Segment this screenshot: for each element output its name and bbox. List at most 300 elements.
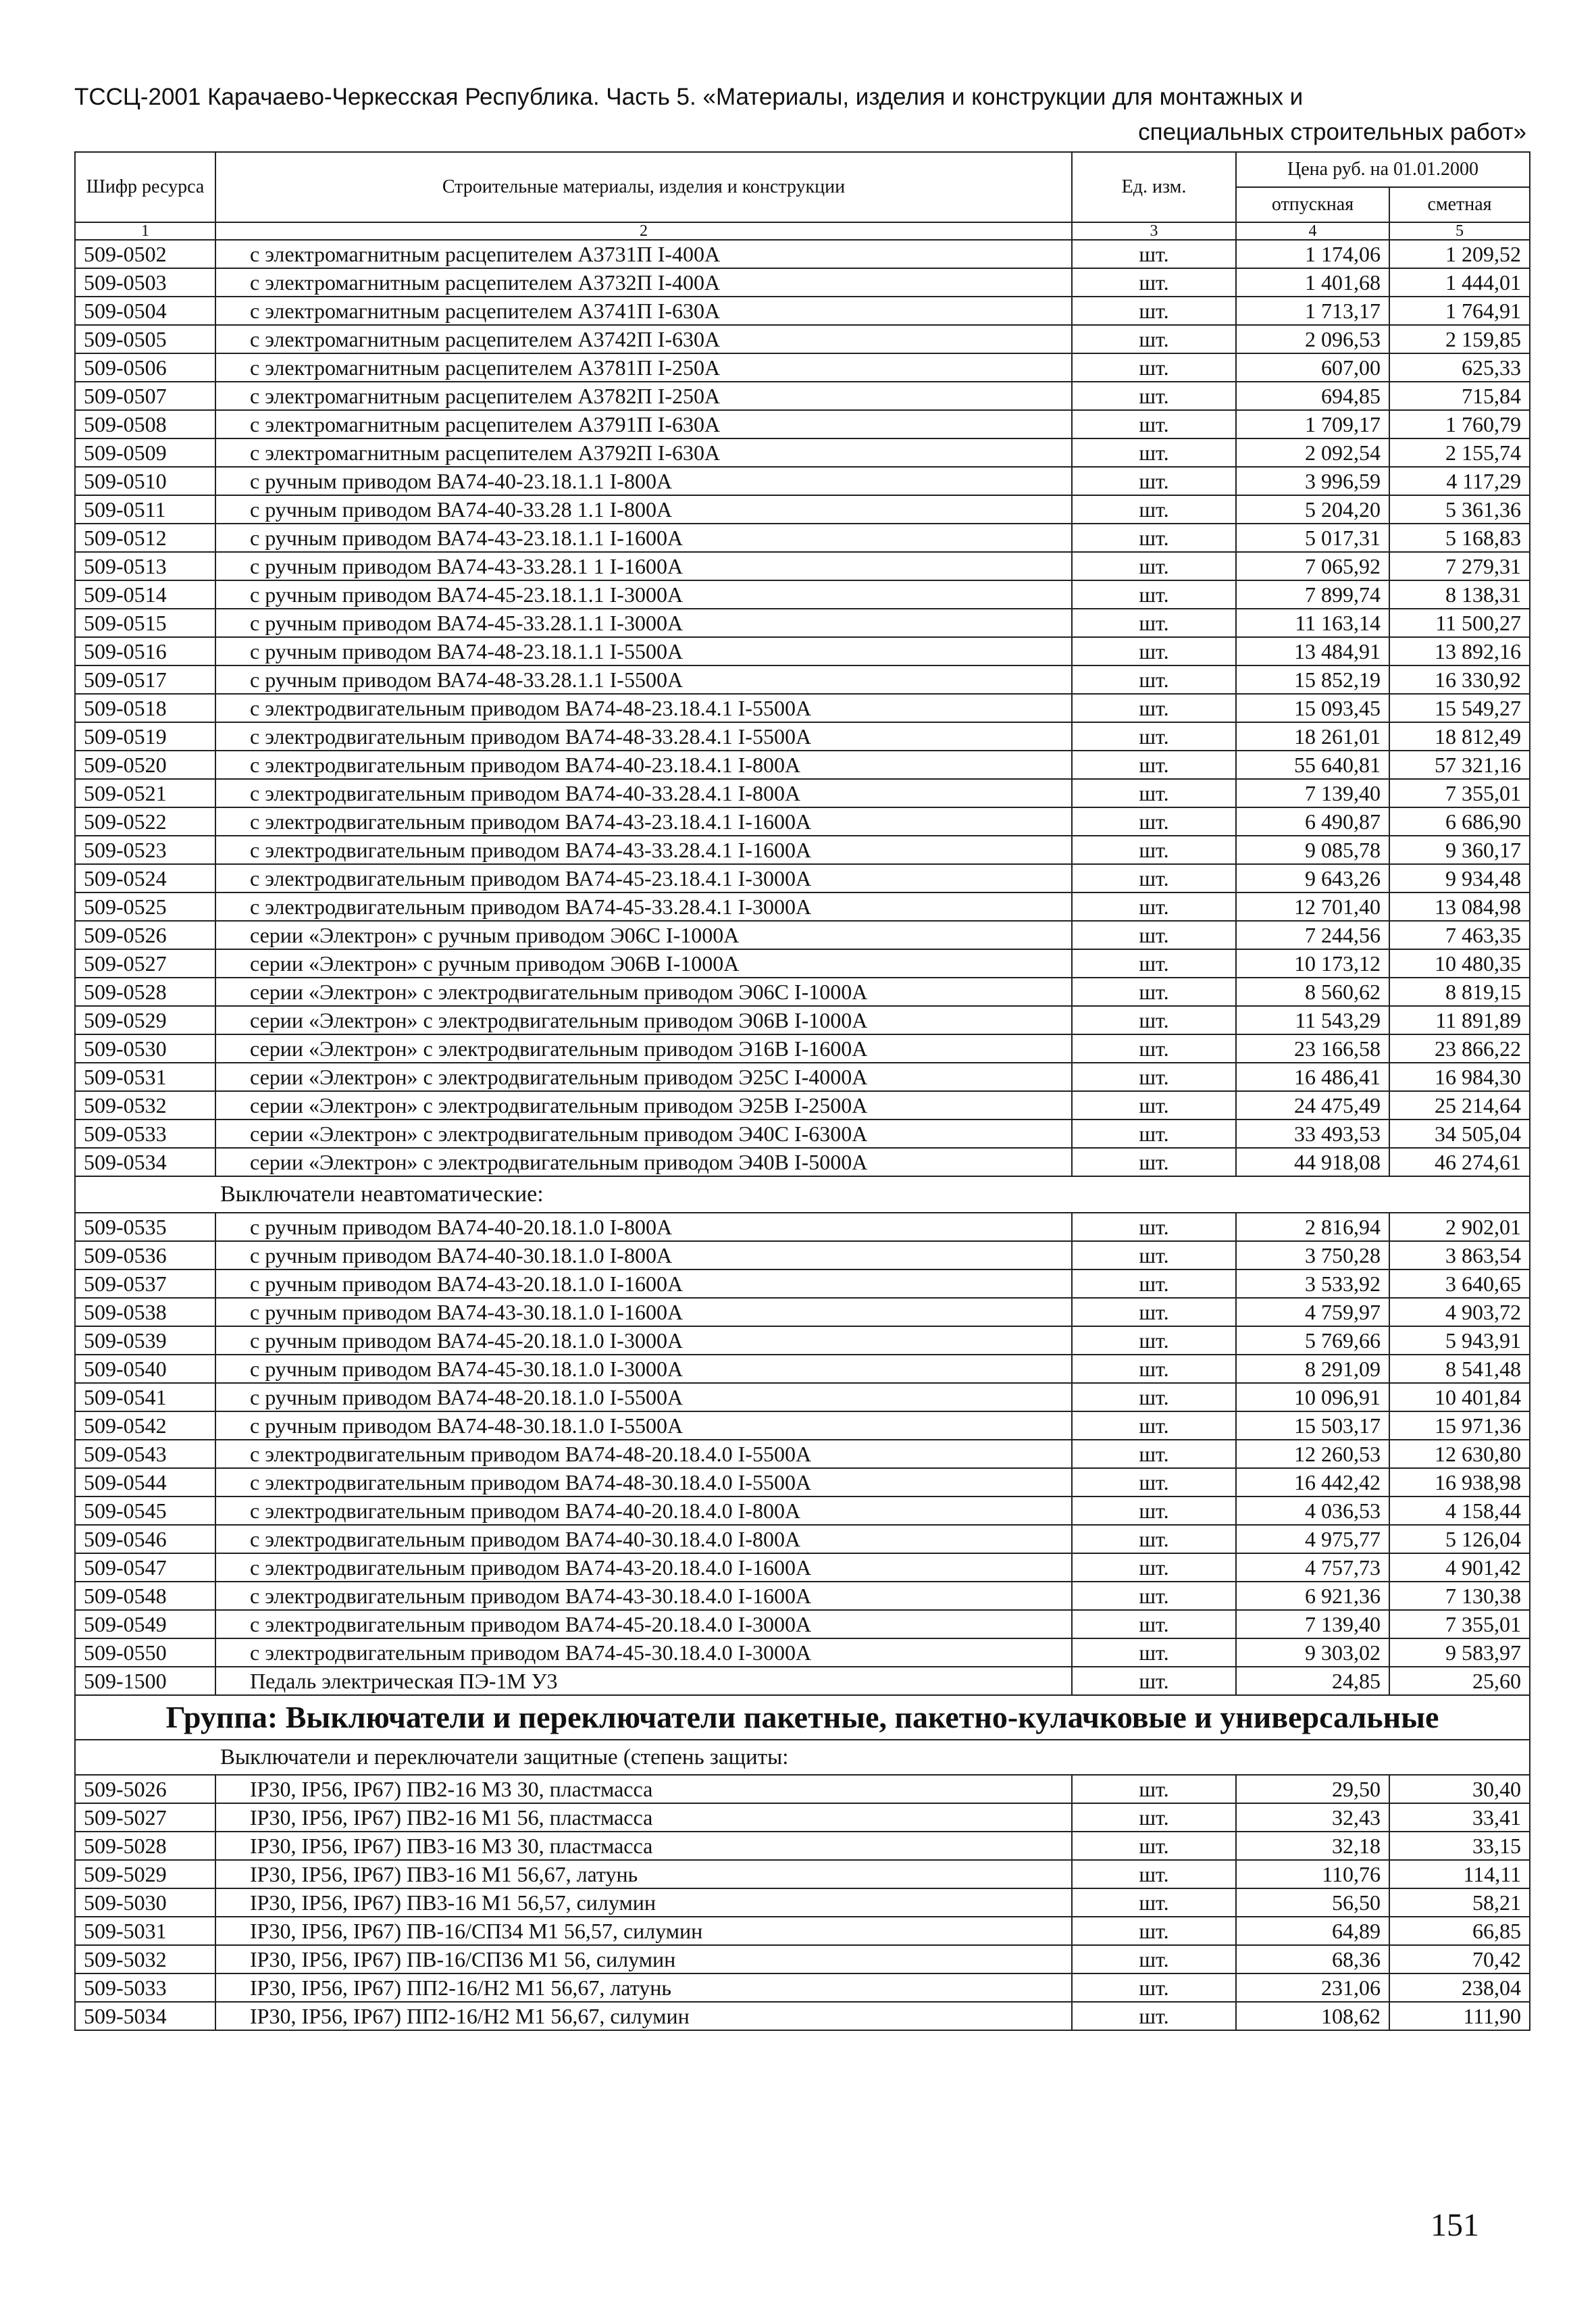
table-section-c [75, 1775, 1530, 2030]
cell-code: 509-0504 [75, 297, 215, 325]
cell-name: серии «Электрон» с электродвигательным приводом Э06В I-1000А [215, 1006, 1072, 1034]
cell-unit: шт. [1072, 580, 1236, 609]
cell-release-price: 1 709,17 [1236, 410, 1389, 438]
cell-name: серии «Электрон» с ручным приводом Э06В I-1000А [215, 949, 1072, 978]
cell-release-price: 10 173,12 [1236, 949, 1389, 978]
cell-release-price: 32,43 [1236, 1803, 1389, 1832]
cell-estimate-price: 715,84 [1389, 382, 1530, 410]
page-number: 151 [1431, 2207, 1479, 2243]
cell-estimate-price: 1 444,01 [1389, 268, 1530, 297]
cell-estimate-price: 8 819,15 [1389, 978, 1530, 1006]
cell-unit: шт. [1072, 495, 1236, 524]
cell-name: серии «Электрон» с электродвигательным приводом Э06С I-1000А [215, 978, 1072, 1006]
cell-release-price: 2 092,54 [1236, 438, 1389, 467]
cell-release-price: 4 759,97 [1236, 1298, 1389, 1326]
cell-estimate-price: 57 321,16 [1389, 751, 1530, 779]
cell-estimate-price: 7 355,01 [1389, 779, 1530, 807]
cell-unit: шт. [1072, 694, 1236, 722]
cell-code: 509-0513 [75, 552, 215, 580]
table-row [75, 637, 1530, 665]
cell-release-price: 8 560,62 [1236, 978, 1389, 1006]
table-row [75, 1326, 1530, 1355]
cell-code: 509-0527 [75, 949, 215, 978]
cell-estimate-price: 66,85 [1389, 1917, 1530, 1945]
col-header-code: Шифр ресурса [75, 152, 215, 222]
cell-estimate-price: 3 863,54 [1389, 1241, 1530, 1269]
cell-name: с ручным приводом ВА74-45-20.18.1.0 I-3000А [215, 1326, 1072, 1355]
cell-name: с электромагнитным расцепителем А3781П I-250А [215, 353, 1072, 382]
table-row [75, 1973, 1530, 2002]
cell-estimate-price: 9 583,97 [1389, 1638, 1530, 1667]
cell-unit: шт. [1072, 1326, 1236, 1355]
cell-release-price: 110,76 [1236, 1860, 1389, 1888]
cell-release-price: 108,62 [1236, 2002, 1389, 2030]
cell-name: IP30, IP56, IP67) ПП2-16/Н2 М1 56,67, силумин [215, 2002, 1072, 2030]
cell-estimate-price: 13 892,16 [1389, 637, 1530, 665]
cell-release-price: 1 174,06 [1236, 240, 1389, 268]
cell-code: 509-0534 [75, 1148, 215, 1176]
header-line-1: ТССЦ-2001 Карачаево-Черкесская Республика. Часть 5. «Материалы, изделия и конструкции для монтажных и [74, 84, 1304, 110]
cell-estimate-price: 46 274,61 [1389, 1148, 1530, 1176]
table-row [75, 779, 1530, 807]
subheading-protective: Выключатели и переключатели защитные (степень защиты: [75, 1740, 1530, 1775]
cell-name: с электродвигательным приводом ВА74-48-23.18.4.1 I-5500А [215, 694, 1072, 722]
cell-release-price: 11 543,29 [1236, 1006, 1389, 1034]
cell-unit: шт. [1072, 1803, 1236, 1832]
cell-estimate-price: 5 168,83 [1389, 524, 1530, 552]
cell-code: 509-0511 [75, 495, 215, 524]
table-row [75, 1610, 1530, 1638]
cell-code: 509-0526 [75, 921, 215, 949]
table-row [75, 665, 1530, 694]
cell-code: 509-0514 [75, 580, 215, 609]
cell-unit: шт. [1072, 1298, 1236, 1326]
col-number-3: 3 [1072, 222, 1236, 240]
cell-estimate-price: 1 764,91 [1389, 297, 1530, 325]
price-table [74, 151, 1530, 2031]
cell-code: 509-0505 [75, 325, 215, 353]
cell-release-price: 2 096,53 [1236, 325, 1389, 353]
cell-unit: шт. [1072, 524, 1236, 552]
cell-estimate-price: 4 903,72 [1389, 1298, 1530, 1326]
cell-unit: шт. [1072, 722, 1236, 751]
col-header-name: Строительные материалы, изделия и конструкции [215, 152, 1072, 222]
cell-unit: шт. [1072, 864, 1236, 892]
cell-unit: шт. [1072, 1468, 1236, 1496]
cell-release-price: 9 643,26 [1236, 864, 1389, 892]
cell-unit: шт. [1072, 1440, 1236, 1468]
cell-code: 509-0547 [75, 1553, 215, 1582]
cell-estimate-price: 2 159,85 [1389, 325, 1530, 353]
cell-unit: шт. [1072, 297, 1236, 325]
col-header-price: Цена руб. на 01.01.2000 [1236, 152, 1530, 187]
cell-release-price: 12 701,40 [1236, 892, 1389, 921]
cell-name: с ручным приводом ВА74-45-23.18.1.1 I-3000А [215, 580, 1072, 609]
cell-unit: шт. [1072, 1917, 1236, 1945]
cell-unit: шт. [1072, 2002, 1236, 2030]
cell-name: с электродвигательным приводом ВА74-45-23.18.4.1 I-3000А [215, 864, 1072, 892]
cell-estimate-price: 7 130,38 [1389, 1582, 1530, 1610]
cell-unit: шт. [1072, 1832, 1236, 1860]
table-row [75, 325, 1530, 353]
cell-estimate-price: 7 463,35 [1389, 921, 1530, 949]
cell-release-price: 8 291,09 [1236, 1355, 1389, 1383]
cell-name: с ручным приводом ВА74-40-30.18.1.0 I-800А [215, 1241, 1072, 1269]
cell-code: 509-0515 [75, 609, 215, 637]
cell-name: с электродвигательным приводом ВА74-45-20.18.4.0 I-3000А [215, 1610, 1072, 1638]
cell-name: с электродвигательным приводом ВА74-40-23.18.4.1 I-800А [215, 751, 1072, 779]
cell-name: IP30, IP56, IP67) ПВ3-16 М3 30, пластмасса [215, 1832, 1072, 1860]
cell-name: с электромагнитным расцепителем А3731П I-400А [215, 240, 1072, 268]
cell-name: с электромагнитным расцепителем А3742П I-630А [215, 325, 1072, 353]
cell-estimate-price: 10 480,35 [1389, 949, 1530, 978]
cell-estimate-price: 8 541,48 [1389, 1355, 1530, 1383]
cell-release-price: 33 493,53 [1236, 1120, 1389, 1148]
cell-unit: шт. [1072, 1888, 1236, 1917]
cell-code: 509-0507 [75, 382, 215, 410]
table-row [75, 1496, 1530, 1525]
cell-name: IP30, IP56, IP67) ПВ3-16 М1 56,67, латунь [215, 1860, 1072, 1888]
cell-release-price: 44 918,08 [1236, 1148, 1389, 1176]
table-row [75, 1213, 1530, 1241]
cell-unit: шт. [1072, 779, 1236, 807]
cell-code: 509-0530 [75, 1034, 215, 1063]
cell-code: 509-0519 [75, 722, 215, 751]
cell-code: 509-5030 [75, 1888, 215, 1917]
cell-release-price: 1 401,68 [1236, 268, 1389, 297]
table-row [75, 892, 1530, 921]
cell-code: 509-0523 [75, 836, 215, 864]
cell-release-price: 56,50 [1236, 1888, 1389, 1917]
cell-code: 509-0525 [75, 892, 215, 921]
cell-name: с электродвигательным приводом ВА74-48-33.28.4.1 I-5500А [215, 722, 1072, 751]
table-row [75, 1775, 1530, 1803]
cell-unit: шт. [1072, 1383, 1236, 1411]
cell-estimate-price: 111,90 [1389, 2002, 1530, 2030]
table-section-b [75, 1213, 1530, 1695]
cell-name: с электромагнитным расцепителем А3741П I-630А [215, 297, 1072, 325]
cell-estimate-price: 12 630,80 [1389, 1440, 1530, 1468]
cell-code: 509-0506 [75, 353, 215, 382]
cell-name: с электродвигательным приводом ВА74-48-20.18.4.0 I-5500А [215, 1440, 1072, 1468]
cell-release-price: 1 713,17 [1236, 297, 1389, 325]
cell-release-price: 15 503,17 [1236, 1411, 1389, 1440]
table-row [75, 552, 1530, 580]
cell-release-price: 29,50 [1236, 1775, 1389, 1803]
table-row [75, 751, 1530, 779]
cell-release-price: 64,89 [1236, 1917, 1389, 1945]
table-row [75, 1888, 1530, 1917]
cell-code: 509-0510 [75, 467, 215, 495]
cell-estimate-price: 13 084,98 [1389, 892, 1530, 921]
cell-unit: шт. [1072, 1063, 1236, 1091]
cell-code: 509-0503 [75, 268, 215, 297]
cell-code: 509-5032 [75, 1945, 215, 1973]
cell-unit: шт. [1072, 410, 1236, 438]
cell-name: IP30, IP56, IP67) ПВ-16/СП34 М1 56,57, силумин [215, 1917, 1072, 1945]
cell-code: 509-0524 [75, 864, 215, 892]
cell-estimate-price: 23 866,22 [1389, 1034, 1530, 1063]
cell-unit: шт. [1072, 382, 1236, 410]
cell-name: IP30, IP56, IP67) ПВ2-16 М3 30, пластмасса [215, 1775, 1072, 1803]
cell-unit: шт. [1072, 467, 1236, 495]
cell-code: 509-0541 [75, 1383, 215, 1411]
cell-estimate-price: 25 214,64 [1389, 1091, 1530, 1120]
cell-release-price: 16 486,41 [1236, 1063, 1389, 1091]
cell-name: с электродвигательным приводом ВА74-40-20.18.4.0 I-800А [215, 1496, 1072, 1525]
cell-estimate-price: 2 155,74 [1389, 438, 1530, 467]
table-row [75, 1945, 1530, 1973]
cell-unit: шт. [1072, 1496, 1236, 1525]
cell-name: с ручным приводом ВА74-43-23.18.1.1 I-1600А [215, 524, 1072, 552]
table-row [75, 1383, 1530, 1411]
cell-unit: шт. [1072, 1006, 1236, 1034]
table-row [75, 1440, 1530, 1468]
table-row [75, 609, 1530, 637]
table-row [75, 524, 1530, 552]
table-row [75, 921, 1530, 949]
subheading-non-automatic: Выключатели неавтоматические: [75, 1176, 1530, 1213]
cell-unit: шт. [1072, 1775, 1236, 1803]
cell-code: 509-0529 [75, 1006, 215, 1034]
table-section-a [75, 240, 1530, 1176]
cell-name: с ручным приводом ВА74-45-30.18.1.0 I-3000А [215, 1355, 1072, 1383]
cell-name: IP30, IP56, IP67) ПВ-16/СП36 М1 56, силумин [215, 1945, 1072, 1973]
cell-unit: шт. [1072, 1610, 1236, 1638]
cell-unit: шт. [1072, 609, 1236, 637]
cell-unit: шт. [1072, 1667, 1236, 1695]
cell-estimate-price: 2 902,01 [1389, 1213, 1530, 1241]
cell-estimate-price: 33,15 [1389, 1832, 1530, 1860]
cell-code: 509-5033 [75, 1973, 215, 2002]
cell-name: с электромагнитным расцепителем А3732П I-400А [215, 268, 1072, 297]
cell-estimate-price: 33,41 [1389, 1803, 1530, 1832]
table-row [75, 297, 1530, 325]
table-row [75, 1006, 1530, 1034]
cell-code: 509-0539 [75, 1326, 215, 1355]
cell-release-price: 23 166,58 [1236, 1034, 1389, 1063]
cell-estimate-price: 9 360,17 [1389, 836, 1530, 864]
cell-name: Педаль электрическая ПЭ-1М У3 [215, 1667, 1072, 1695]
cell-release-price: 6 921,36 [1236, 1582, 1389, 1610]
cell-code: 509-0545 [75, 1496, 215, 1525]
cell-name: серии «Электрон» с электродвигательным приводом Э16В I-1600А [215, 1034, 1072, 1063]
cell-code: 509-0502 [75, 240, 215, 268]
cell-unit: шт. [1072, 1269, 1236, 1298]
table-row [75, 1582, 1530, 1610]
cell-code: 509-0518 [75, 694, 215, 722]
cell-release-price: 9 085,78 [1236, 836, 1389, 864]
cell-release-price: 12 260,53 [1236, 1440, 1389, 1468]
cell-release-price: 7 139,40 [1236, 1610, 1389, 1638]
table-row [75, 1355, 1530, 1383]
cell-release-price: 7 899,74 [1236, 580, 1389, 609]
table-row [75, 2002, 1530, 2030]
cell-estimate-price: 1 760,79 [1389, 410, 1530, 438]
cell-estimate-price: 6 686,90 [1389, 807, 1530, 836]
cell-estimate-price: 1 209,52 [1389, 240, 1530, 268]
table-row [75, 1034, 1530, 1063]
cell-code: 509-0546 [75, 1525, 215, 1553]
table-row [75, 1120, 1530, 1148]
cell-code: 509-0512 [75, 524, 215, 552]
table-row [75, 694, 1530, 722]
table-row [75, 240, 1530, 268]
cell-code: 509-0522 [75, 807, 215, 836]
cell-name: с ручным приводом ВА74-40-33.28 1.1 I-800А [215, 495, 1072, 524]
table-row [75, 1638, 1530, 1667]
cell-unit: шт. [1072, 1638, 1236, 1667]
cell-estimate-price: 3 640,65 [1389, 1269, 1530, 1298]
cell-name: с ручным приводом ВА74-43-30.18.1.0 I-1600А [215, 1298, 1072, 1326]
cell-code: 509-0550 [75, 1638, 215, 1667]
cell-estimate-price: 11 891,89 [1389, 1006, 1530, 1034]
cell-estimate-price: 4 158,44 [1389, 1496, 1530, 1525]
cell-release-price: 9 303,02 [1236, 1638, 1389, 1667]
cell-estimate-price: 25,60 [1389, 1667, 1530, 1695]
cell-release-price: 11 163,14 [1236, 609, 1389, 637]
table-row [75, 1832, 1530, 1860]
cell-unit: шт. [1072, 1241, 1236, 1269]
table-row [75, 836, 1530, 864]
cell-unit: шт. [1072, 836, 1236, 864]
cell-release-price: 3 996,59 [1236, 467, 1389, 495]
header-line-2: специальных строительных работ» [1138, 119, 1526, 145]
cell-estimate-price: 11 500,27 [1389, 609, 1530, 637]
col-header-release: отпускная [1236, 187, 1389, 222]
cell-unit: шт. [1072, 552, 1236, 580]
cell-code: 509-0520 [75, 751, 215, 779]
table-row [75, 1860, 1530, 1888]
cell-code: 509-1500 [75, 1667, 215, 1695]
cell-name: с электродвигательным приводом ВА74-43-20.18.4.0 I-1600А [215, 1553, 1072, 1582]
cell-name: серии «Электрон» с электродвигательным приводом Э25С I-4000А [215, 1063, 1072, 1091]
cell-name: серии «Электрон» с электродвигательным приводом Э40В I-5000А [215, 1148, 1072, 1176]
cell-release-price: 6 490,87 [1236, 807, 1389, 836]
cell-code: 509-0521 [75, 779, 215, 807]
cell-name: с ручным приводом ВА74-43-20.18.1.0 I-1600А [215, 1269, 1072, 1298]
cell-estimate-price: 16 330,92 [1389, 665, 1530, 694]
group-title: Группа: Выключатели и переключатели пакетные, пакетно-кулачковые и универсальные [75, 1695, 1530, 1740]
cell-estimate-price: 15 971,36 [1389, 1411, 1530, 1440]
cell-release-price: 3 750,28 [1236, 1241, 1389, 1269]
cell-estimate-price: 4 901,42 [1389, 1553, 1530, 1582]
cell-name: с электромагнитным расцепителем А3791П I-630А [215, 410, 1072, 438]
cell-release-price: 10 096,91 [1236, 1383, 1389, 1411]
cell-unit: шт. [1072, 1553, 1236, 1582]
cell-code: 509-0540 [75, 1355, 215, 1383]
cell-unit: шт. [1072, 1213, 1236, 1241]
cell-estimate-price: 34 505,04 [1389, 1120, 1530, 1148]
cell-name: с электродвигательным приводом ВА74-43-23.18.4.1 I-1600А [215, 807, 1072, 836]
cell-name: с электродвигательным приводом ВА74-45-33.28.4.1 I-3000А [215, 892, 1072, 921]
cell-name: с ручным приводом ВА74-48-33.28.1.1 I-5500А [215, 665, 1072, 694]
cell-release-price: 5 017,31 [1236, 524, 1389, 552]
cell-unit: шт. [1072, 353, 1236, 382]
cell-release-price: 15 852,19 [1236, 665, 1389, 694]
cell-code: 509-5027 [75, 1803, 215, 1832]
table-row [75, 495, 1530, 524]
cell-estimate-price: 10 401,84 [1389, 1383, 1530, 1411]
col-header-unit: Ед. изм. [1072, 152, 1236, 222]
cell-release-price: 4 757,73 [1236, 1553, 1389, 1582]
cell-release-price: 24 475,49 [1236, 1091, 1389, 1120]
cell-estimate-price: 625,33 [1389, 353, 1530, 382]
cell-code: 509-0536 [75, 1241, 215, 1269]
cell-code: 509-0532 [75, 1091, 215, 1120]
cell-estimate-price: 114,11 [1389, 1860, 1530, 1888]
cell-code: 509-5026 [75, 1775, 215, 1803]
cell-release-price: 4 975,77 [1236, 1525, 1389, 1553]
cell-unit: шт. [1072, 1411, 1236, 1440]
col-number-1: 1 [75, 222, 215, 240]
cell-name: с ручным приводом ВА74-48-30.18.1.0 I-5500А [215, 1411, 1072, 1440]
cell-code: 509-0543 [75, 1440, 215, 1468]
cell-estimate-price: 9 934,48 [1389, 864, 1530, 892]
table-row [75, 1148, 1530, 1176]
cell-code: 509-0516 [75, 637, 215, 665]
cell-code: 509-0542 [75, 1411, 215, 1440]
cell-release-price: 694,85 [1236, 382, 1389, 410]
cell-code: 509-0548 [75, 1582, 215, 1610]
cell-estimate-price: 30,40 [1389, 1775, 1530, 1803]
col-number-2: 2 [215, 222, 1072, 240]
table-row [75, 467, 1530, 495]
cell-name: с ручным приводом ВА74-48-23.18.1.1 I-5500А [215, 637, 1072, 665]
cell-release-price: 13 484,91 [1236, 637, 1389, 665]
table-row [75, 1468, 1530, 1496]
table-row [75, 1063, 1530, 1091]
cell-code: 509-0549 [75, 1610, 215, 1638]
table-row [75, 410, 1530, 438]
cell-estimate-price: 16 938,98 [1389, 1468, 1530, 1496]
cell-release-price: 3 533,92 [1236, 1269, 1389, 1298]
cell-release-price: 7 065,92 [1236, 552, 1389, 580]
cell-release-price: 18 261,01 [1236, 722, 1389, 751]
cell-name: с ручным приводом ВА74-40-20.18.1.0 I-800А [215, 1213, 1072, 1241]
table-row [75, 382, 1530, 410]
cell-unit: шт. [1072, 1034, 1236, 1063]
table-row [75, 1667, 1530, 1695]
cell-release-price: 2 816,94 [1236, 1213, 1389, 1241]
cell-estimate-price: 16 984,30 [1389, 1063, 1530, 1091]
cell-unit: шт. [1072, 1148, 1236, 1176]
cell-name: с электродвигательным приводом ВА74-43-30.18.4.0 I-1600А [215, 1582, 1072, 1610]
cell-unit: шт. [1072, 978, 1236, 1006]
cell-unit: шт. [1072, 1120, 1236, 1148]
table-row [75, 353, 1530, 382]
cell-name: с ручным приводом ВА74-43-33.28.1 1 I-1600А [215, 552, 1072, 580]
cell-code: 509-0517 [75, 665, 215, 694]
cell-estimate-price: 5 361,36 [1389, 495, 1530, 524]
cell-unit: шт. [1072, 892, 1236, 921]
cell-release-price: 15 093,45 [1236, 694, 1389, 722]
cell-estimate-price: 8 138,31 [1389, 580, 1530, 609]
cell-estimate-price: 58,21 [1389, 1888, 1530, 1917]
col-header-estimate: сметная [1389, 187, 1530, 222]
cell-code: 509-0528 [75, 978, 215, 1006]
cell-name: с электродвигательным приводом ВА74-48-30.18.4.0 I-5500А [215, 1468, 1072, 1496]
cell-unit: шт. [1072, 325, 1236, 353]
cell-code: 509-5028 [75, 1832, 215, 1860]
cell-estimate-price: 70,42 [1389, 1945, 1530, 1973]
cell-release-price: 55 640,81 [1236, 751, 1389, 779]
cell-code: 509-0535 [75, 1213, 215, 1241]
cell-code: 509-0537 [75, 1269, 215, 1298]
cell-unit: шт. [1072, 268, 1236, 297]
cell-estimate-price: 7 355,01 [1389, 1610, 1530, 1638]
cell-unit: шт. [1072, 949, 1236, 978]
